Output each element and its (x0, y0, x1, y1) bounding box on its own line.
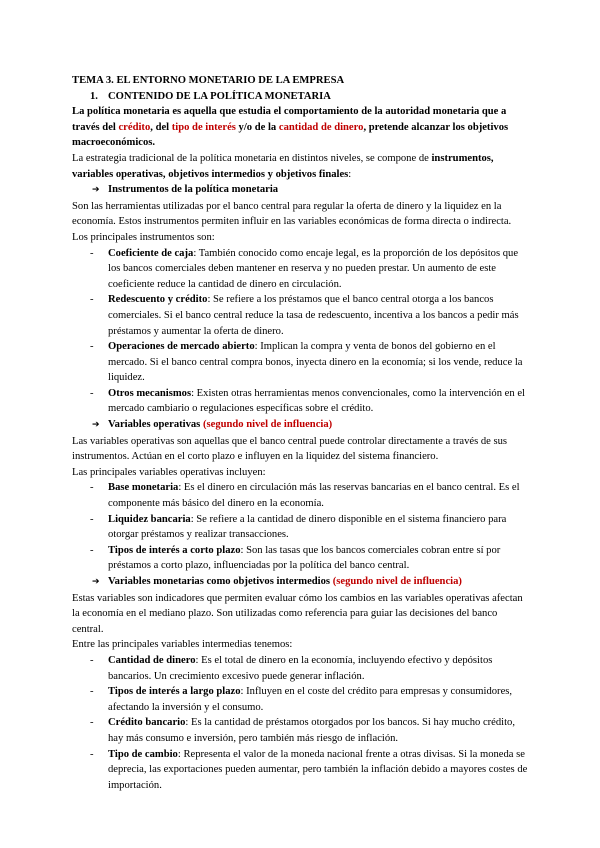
strategy-colon: : (348, 168, 352, 180)
dash-bullet: - (90, 748, 94, 760)
section-heading (72, 89, 528, 105)
strategy-paragraph (72, 151, 528, 182)
operativas-list (72, 480, 528, 574)
item-text: : Existen otras herramientas menos convencionales, como la intervención en el mercado cambiario o regulaciones específicas sobre el crédito. (108, 387, 525, 415)
item-term: Liquidez bancaria (108, 513, 191, 525)
list-item (72, 480, 528, 511)
item-term: Tipo de cambio (108, 748, 178, 760)
dash-bullet: - (90, 513, 94, 525)
instrumentos-list (72, 246, 528, 418)
intermedias-list (72, 653, 528, 793)
dash-bullet: - (90, 544, 94, 556)
intro-paragraph (72, 104, 528, 151)
instrumentos-description: Son las herramientas utilizadas por el banco central para regular la oferta de dinero y la liquidez en la economía. Estos instrumentos permiten influir en las variables económicas de forma directa o indirecta. (72, 200, 512, 228)
dash-bullet: - (90, 482, 94, 494)
dash-bullet: - (90, 387, 94, 399)
document-page (72, 73, 528, 793)
subheading-operativas-label: Variables operativas (108, 419, 201, 431)
instrumentos-list-intro: Los principales instrumentos son: (72, 231, 215, 243)
arrow-right-icon: ➔ (92, 420, 100, 431)
item-text: : Representa el valor de la moneda nacional frente a otras divisas. Si la moneda se deprecia, las exportaciones pueden aumentar, pero también la inflación debido a mayores costes de importación. (108, 748, 528, 791)
intermedias-list-intro: Entre las principales variables intermedias tenemos: (72, 639, 293, 651)
list-item (72, 292, 528, 339)
intro-text-2: , del (150, 121, 172, 133)
list-item (72, 715, 528, 746)
subheading-operativas-level: (segundo nivel de influencia) (202, 419, 333, 431)
item-text: : Es el dinero en circulación más las reservas bancarias en el banco central. Es el componente más básico del dinero en la economía. (108, 482, 520, 510)
item-text: : Son las tasas que los bancos comerciales cobran entre sí por préstamos a corto plazo, influenciadas por la política del banco central. (108, 544, 501, 572)
dash-bullet: - (90, 341, 94, 353)
list-item (72, 653, 528, 684)
item-term: Coeficiente de caja (108, 247, 194, 259)
dash-bullet: - (90, 717, 94, 729)
dash-bullet: - (90, 654, 94, 666)
intro-text-3: y/o de la (235, 121, 279, 133)
subheading-intermedias-level: (segundo nivel de influencia) (332, 576, 462, 587)
item-term: Cantidad de dinero (108, 654, 196, 666)
item-term: Base monetaria (108, 482, 179, 494)
dash-bullet: - (90, 247, 94, 259)
item-term: Otros mecanismos (108, 387, 192, 399)
item-text: : Influyen en el coste del crédito para empresas y consumidores, afectando la inversión y el consumo. (108, 686, 513, 713)
item-text: : Implican la compra y venta de bonos del gobierno en el mercado. Si el banco central compra bonos, inyecta dinero en la economía; si los vende, reduce la liquidez. (108, 341, 523, 384)
list-item (72, 512, 528, 543)
subheading-instrumentos (72, 182, 528, 199)
dash-bullet: - (90, 294, 94, 306)
subheading-intermedias (72, 574, 528, 591)
strategy-text: La estrategia tradicional de la política monetaria en distintos niveles, se compone de (72, 152, 432, 164)
document-title: TEMA 3. EL ENTORNO MONETARIO DE LA EMPRESA (72, 75, 345, 86)
item-term: Redescuento y crédito (108, 294, 208, 306)
section-number: 1. (90, 90, 98, 102)
item-text: : También conocido como encaje legal, es la proporción de los depósitos que los bancos comerciales deben mantener en reserva y no pueden prestar. Un aumento de este coeficiente reduce la cantidad de dinero en circulación. (108, 247, 519, 290)
subheading-intermedias-label: Variables monetarias como objetivos intermedios (108, 576, 331, 587)
dash-bullet: - (90, 686, 94, 698)
item-text: : Se refiere a la cantidad de dinero disponible en el sistema financiero para otorgar préstamos y realizar transacciones. (108, 513, 507, 541)
list-item (72, 684, 528, 715)
list-item (72, 246, 528, 293)
item-text: : Es el total de dinero en la economía, incluyendo efectivo y depósitos bancarios. Un crecimiento excesivo puede generar inflación. (108, 654, 493, 682)
item-term: Tipos de interés a corto plazo (108, 544, 241, 556)
list-item (72, 339, 528, 386)
arrow-right-icon: ➔ (92, 577, 100, 587)
operativas-list-intro: Las principales variables operativas incluyen: (72, 466, 266, 478)
operativas-description: Las variables operativas son aquellas que el banco central puede controlar directamente a través de sus instrumentos. Actúan en el corto plazo e influyen en la liquidez del sistema financiero. (72, 435, 508, 463)
section-title: CONTENIDO DE LA POLÍTICA MONETARIA (108, 90, 331, 102)
subheading-instrumentos-label: Instrumentos de la política monetaria (108, 184, 279, 196)
intro-highlight-credito: crédito (118, 121, 151, 133)
list-item (72, 543, 528, 574)
intro-highlight-tipo-interes: tipo de interés (171, 121, 236, 133)
item-text: : Es la cantidad de préstamos otorgados por los bancos. Si hay mucho crédito, hay más consumo e inversión, pero también más riesgo de inflación. (108, 717, 516, 744)
item-term: Crédito bancario (108, 717, 186, 729)
list-item (72, 386, 528, 417)
intro-text-1: La política monetaria es aquella que estudia el comportamiento de la autoridad monetaria que a través del (72, 106, 507, 133)
item-term: Operaciones de mercado abierto (108, 341, 255, 353)
strategy-bold: instrumentos, variables operativas, objetivos intermedios y objetivos finales (72, 152, 494, 180)
list-item (72, 747, 528, 794)
item-text: : Se refiere a los préstamos que el banco central otorga a los bancos comerciales. Si el banco central reduce la tasa de redescuento, incentiva a los bancos a pedir más préstamos y aumentar la oferta de dinero. (108, 294, 519, 337)
intermedias-description: Estas variables son indicadores que permiten evaluar cómo los cambios en las variables operativas afectan la economía en el mediano plazo. Son utilizadas como referencia para guiar las decisiones del banco central. (72, 592, 523, 635)
intro-text-4: , pretende alcanzar los objetivos macroeconómicos. (72, 121, 509, 149)
arrow-right-icon: ➔ (92, 185, 100, 196)
intro-highlight-cantidad-dinero: cantidad de dinero (278, 121, 364, 133)
item-term: Tipos de interés a largo plazo (108, 686, 241, 698)
subheading-operativas (72, 417, 528, 434)
